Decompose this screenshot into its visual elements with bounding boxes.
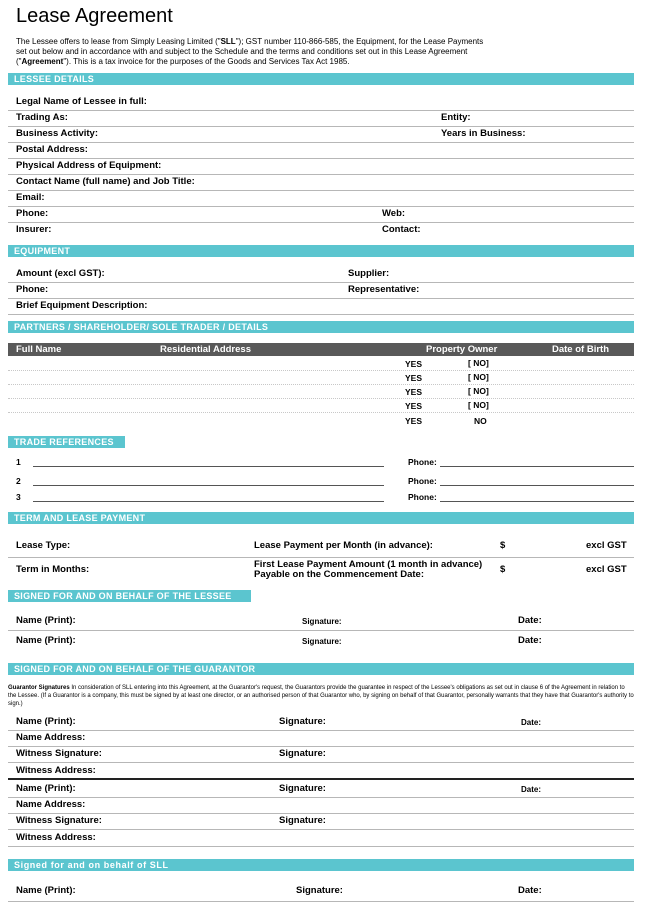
no-option[interactable]: [ NO] (468, 358, 489, 368)
years-in-business-label: Years in Business: (441, 128, 526, 139)
lessee-row-trading (8, 112, 634, 127)
trade-ref-line[interactable] (33, 501, 384, 502)
signature-label: Signature: (279, 716, 326, 727)
amount-label: Amount (excl GST): (16, 268, 105, 279)
page-title: Lease Agreement (16, 5, 173, 27)
lessee-row-phone (8, 208, 634, 223)
equipment-row-description (8, 300, 634, 315)
table-row (8, 413, 634, 427)
yes-option[interactable]: YES (405, 373, 423, 383)
insurer-label: Insurer: (16, 224, 52, 235)
date-label: Date: (518, 885, 542, 896)
description-label: Brief Equipment Description: (16, 300, 148, 311)
trade-ref-phone-label: Phone: (408, 457, 437, 467)
contact-name-label: Contact Name (full name) and Job Title: (16, 176, 195, 187)
lessee-sign-row (8, 634, 634, 650)
guarantor-row (8, 764, 634, 778)
signature-label: Signature: (302, 637, 342, 646)
yes-option[interactable]: YES (405, 359, 423, 369)
lessee-row-legal-name (8, 96, 634, 111)
web-label: Web: (382, 208, 406, 219)
yes-option[interactable]: YES (405, 387, 423, 397)
signature-label: Signature: (279, 815, 326, 826)
entity-label: Entity: (441, 112, 471, 123)
signature-label: Signature: (302, 617, 342, 626)
name-address-label: Name Address: (16, 732, 86, 743)
term-row-months (8, 558, 634, 581)
guarantor-section-header: SIGNED FOR AND ON BEHALF OF THE GUARANTOR (8, 663, 634, 675)
col-full-name: Full Name (16, 344, 62, 355)
date-label: Date: (521, 718, 542, 727)
commencement-label: Payable on the Commencement Date: (254, 569, 424, 580)
lessee-row-physical (8, 160, 634, 175)
col-date-of-birth: Date of Birth (552, 344, 609, 355)
yes-option[interactable]: YES (405, 401, 423, 411)
guarantor-row (8, 783, 634, 798)
guarantor-row (8, 815, 634, 830)
contact-label: Contact: (382, 224, 421, 235)
guarantor-row (8, 799, 634, 814)
name-print-label: Name (Print): (16, 783, 76, 794)
name-print-label: Name (Print): (16, 885, 76, 896)
yes-option[interactable]: YES (405, 416, 423, 426)
table-row (8, 357, 634, 371)
lessee-section-header: LESSEE DETAILS (8, 73, 634, 85)
representative-label: Representative: (348, 284, 420, 295)
legal-name-label: Legal Name of Lessee in full: (16, 96, 147, 107)
date-label: Date: (521, 785, 542, 794)
intro-paragraph: The Lessee offers to lease from Simply Leasing Limited ("SLL"); GST number 110-866-585, the Equipment, for the Lease Payments set out below and in accordance with and subject to the Schedule and the terms and conditions set out in this Lease Agreement ("Agreement"). This is a tax invoice for the purposes of the Goods and Services Tax Act 1985. (16, 37, 484, 66)
guarantor-row (8, 716, 634, 731)
sll-sign-row (8, 883, 634, 902)
guarantor-terms: Guarantor Signatures In consideration of SLL entering into this Agreement, at the Guarantor's request, the Guarantors provide the guarantee in respect of the Lessee's obligations as set out in clause 6 of the Agreement in relation to the Lessee. (If a Guarantor is a company, this must be signed by at least one director, or an authorised person of that Guarantor who, by signing on behalf of that Guarantor, personally warrants that they have that Guarantor's authority to sign.) (8, 685, 634, 707)
dollar-sign: $ (500, 564, 506, 575)
equipment-section-header: EQUIPMENT (8, 245, 634, 257)
trade-references-header: TRADE REFERENCES (8, 436, 125, 448)
trade-ref-number: 3 (16, 492, 21, 502)
guarantor-divider (8, 778, 634, 780)
excl-gst-label: excl GST (586, 540, 627, 551)
physical-address-label: Physical Address of Equipment: (16, 160, 162, 171)
name-print-label: Name (Print): (16, 615, 76, 626)
witness-address-label: Witness Address: (16, 765, 96, 776)
business-activity-label: Business Activity: (16, 128, 99, 139)
term-months-label: Term in Months: (16, 564, 90, 575)
no-option[interactable]: [ NO] (468, 400, 489, 410)
trade-ref-number: 2 (16, 476, 21, 486)
trade-ref-phone-line[interactable] (440, 466, 634, 467)
equipment-row-phone (8, 284, 634, 299)
email-label: Email: (16, 192, 45, 203)
trade-ref-phone-label: Phone: (408, 476, 437, 486)
dollar-sign: $ (500, 540, 506, 551)
lessee-row-contact-name (8, 176, 634, 191)
postal-address-label: Postal Address: (16, 144, 88, 155)
signed-lessee-header: SIGNED FOR AND ON BEHALF OF THE LESSEE (8, 590, 251, 602)
witness-signature-label: Witness Signature: (16, 748, 102, 759)
date-label: Date: (518, 635, 542, 646)
no-option[interactable]: NO (474, 416, 487, 426)
lease-type-label: Lease Type: (16, 540, 71, 551)
first-payment-label: First Lease Payment Amount (1 month in advance) (254, 559, 483, 570)
col-property-owner: Property Owner (426, 344, 498, 355)
phone-label: Phone: (16, 208, 49, 219)
table-row (8, 399, 634, 413)
lessee-row-email (8, 192, 634, 207)
signature-label: Signature: (279, 783, 326, 794)
col-residential-address: Residential Address (160, 344, 251, 355)
equipment-row-amount (8, 268, 634, 283)
trade-ref-line[interactable] (33, 466, 384, 467)
term-section-header: TERM AND LEASE PAYMENT (8, 512, 634, 524)
equipment-phone-label: Phone: (16, 284, 49, 295)
name-address-label: Name Address: (16, 799, 86, 810)
name-print-label: Name (Print): (16, 635, 76, 646)
payment-per-month-label: Lease Payment per Month (in advance): (254, 540, 433, 551)
lessee-row-postal (8, 144, 634, 159)
no-option[interactable]: [ NO] (468, 372, 489, 382)
table-row (8, 371, 634, 385)
signature-label: Signature: (279, 748, 326, 759)
partners-table-header (8, 343, 634, 356)
trading-as-label: Trading As: (16, 112, 68, 123)
lessee-sign-row (8, 614, 634, 631)
term-row-lease-type (8, 530, 634, 558)
guarantor-row (8, 732, 634, 747)
lessee-row-business (8, 128, 634, 143)
table-row (8, 385, 634, 399)
signature-label: Signature: (296, 885, 343, 896)
guarantor-row (8, 831, 634, 847)
partners-section-header: PARTNERS / SHAREHOLDER/ SOLE TRADER / DETAILS (8, 321, 634, 333)
name-print-label: Name (Print): (16, 716, 76, 727)
trade-ref-number: 1 (16, 457, 21, 467)
witness-signature-label: Witness Signature: (16, 815, 102, 826)
date-label: Date: (518, 615, 542, 626)
witness-address-label: Witness Address: (16, 832, 96, 843)
trade-ref-line[interactable] (33, 485, 384, 486)
lessee-row-insurer (8, 224, 634, 238)
trade-ref-phone-label: Phone: (408, 492, 437, 502)
signed-sll-header: Signed for and on behalf of SLL (8, 859, 634, 871)
no-option[interactable]: [ NO] (468, 386, 489, 396)
guarantor-row (8, 748, 634, 763)
supplier-label: Supplier: (348, 268, 390, 279)
trade-ref-phone-line[interactable] (440, 485, 634, 486)
excl-gst-label: excl GST (586, 564, 627, 575)
trade-ref-phone-line[interactable] (440, 501, 634, 502)
